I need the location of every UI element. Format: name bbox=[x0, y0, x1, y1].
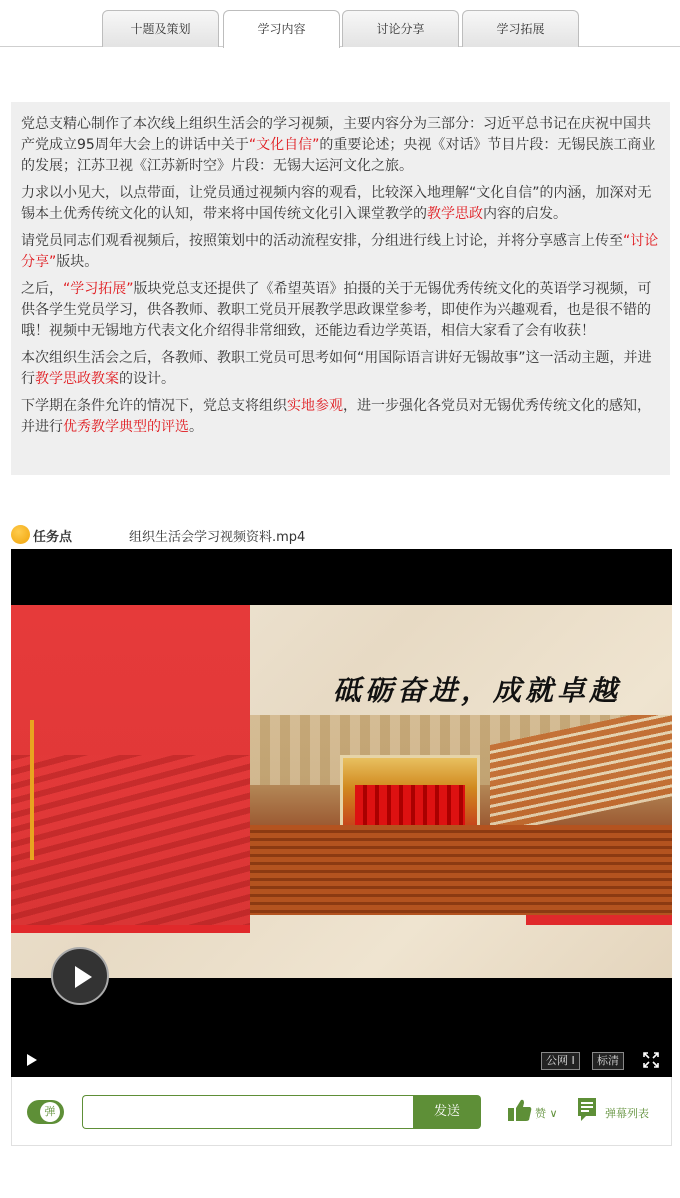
text: 的重要论述；央视《对话》节目片段：无锡民族工商业的发展；江苏卫视《江苏新时空》片段：无锡大运河文化之旅。 bbox=[21, 137, 656, 174]
thumbs-up-icon bbox=[507, 1097, 533, 1123]
highlight-text: 教学思政教案 bbox=[35, 371, 119, 387]
video-calligraphy-title: 砥砺奋进，成就卓越 bbox=[333, 674, 622, 707]
red-stripe-graphic bbox=[11, 925, 250, 933]
paragraph-6 bbox=[21, 396, 660, 438]
red-panel-graphic bbox=[11, 605, 250, 925]
video-file-name: 组织生活会学习视频资料.mp4 bbox=[129, 530, 306, 545]
text: 请党员同志们观看视频后，按照策划中的活动流程安排，分组进行线上讨论，并将分享感言上传至 bbox=[21, 233, 623, 249]
content-panel bbox=[11, 102, 670, 475]
highlight-text: “讨论分享” bbox=[21, 233, 659, 270]
line-switch-button[interactable]: 公网 I bbox=[541, 1052, 580, 1070]
text: 力求以小见大，以点带面，让党员通过视频内容的观看，比较深入地理解“文化自信”的内涵，加深对无锡本土优秀传统文化的认知，带来将中国传统文化引入课堂教学的 bbox=[21, 185, 652, 222]
highlight-text: 教学思政 bbox=[427, 206, 483, 222]
task-point-icon bbox=[11, 525, 30, 544]
text: ，进一步强化各党员对无锡优秀传统文化的感知，并进行 bbox=[21, 398, 651, 435]
tab-learning-extension[interactable]: 学习拓展 bbox=[462, 10, 579, 47]
paragraph-5 bbox=[21, 348, 660, 390]
text: 版块党总支还提供了《希望英语》拍摄的关于无锡优秀传统文化的英语学习视频，可供各学生党员学习，供各教师、教职工党员开展教学思政课堂参考，即使作为兴趣观看，也是很不错的哦！视频中无锡地方代表文化介绍得非常细致，还能边看边学英语，相信大家看了会有收获！ bbox=[21, 281, 652, 339]
hall-seats bbox=[250, 825, 672, 915]
paragraph-4 bbox=[21, 279, 660, 342]
gold-bar-graphic bbox=[30, 720, 34, 860]
text: 版块。 bbox=[56, 254, 99, 270]
text: 的设计。 bbox=[119, 371, 175, 387]
text: 党总支精心制作了本次线上组织生活会的学习视频，主要内容分为三部分：习近平总书记在庆祝中国共产党成立95周年大会上的讲话中关于 bbox=[21, 116, 651, 153]
danmu-list-icon bbox=[577, 1097, 597, 1123]
tab-learning-content[interactable]: 学习内容 bbox=[223, 10, 340, 48]
tab-topic-planning[interactable]: 十题及策划 bbox=[102, 10, 219, 47]
danmu-toggle-label: 弹 bbox=[40, 1102, 60, 1122]
fullscreen-icon[interactable] bbox=[643, 1052, 659, 1068]
highlight-text: 优秀教学典型的评选 bbox=[63, 419, 189, 435]
send-button[interactable]: 发送 bbox=[413, 1095, 481, 1129]
video-frame bbox=[11, 605, 672, 978]
hall-flags bbox=[355, 785, 465, 825]
quality-button[interactable]: 标清 bbox=[592, 1052, 624, 1070]
text: 本次组织生活会之后，各教师、教职工党员可思考如何“用国际语言讲好无锡故事”这一活动主题，并进行 bbox=[21, 350, 652, 387]
like-label: 赞 ∨ bbox=[535, 1107, 558, 1120]
tab-discussion-share[interactable]: 讨论分享 bbox=[342, 10, 459, 47]
paragraph-3 bbox=[21, 231, 660, 273]
paragraph-2 bbox=[21, 183, 660, 225]
danmu-toggle[interactable] bbox=[27, 1100, 64, 1124]
highlight-text: “学习拓展” bbox=[63, 281, 134, 297]
danmu-list-label: 弹幕列表 bbox=[605, 1107, 649, 1120]
text: 内容的启发。 bbox=[483, 206, 567, 222]
danmu-bar bbox=[11, 1077, 672, 1146]
highlight-text: “文化自信” bbox=[248, 137, 320, 153]
danmu-input[interactable] bbox=[82, 1095, 415, 1129]
play-icon[interactable] bbox=[25, 1052, 39, 1068]
video-player[interactable] bbox=[11, 549, 672, 1077]
text: 。 bbox=[189, 419, 203, 435]
tab-bar bbox=[0, 0, 680, 47]
red-stripe-graphic bbox=[526, 915, 672, 925]
task-point-header bbox=[11, 524, 671, 544]
paragraph-1 bbox=[21, 114, 660, 177]
task-point-label: 任务点 bbox=[33, 530, 73, 545]
great-hall-image bbox=[250, 715, 672, 915]
text: 下学期在条件允许的情况下，党总支将组织 bbox=[21, 398, 287, 414]
text: 之后， bbox=[21, 281, 63, 297]
big-play-button[interactable] bbox=[51, 947, 109, 1005]
highlight-text: 实地参观 bbox=[287, 398, 343, 414]
